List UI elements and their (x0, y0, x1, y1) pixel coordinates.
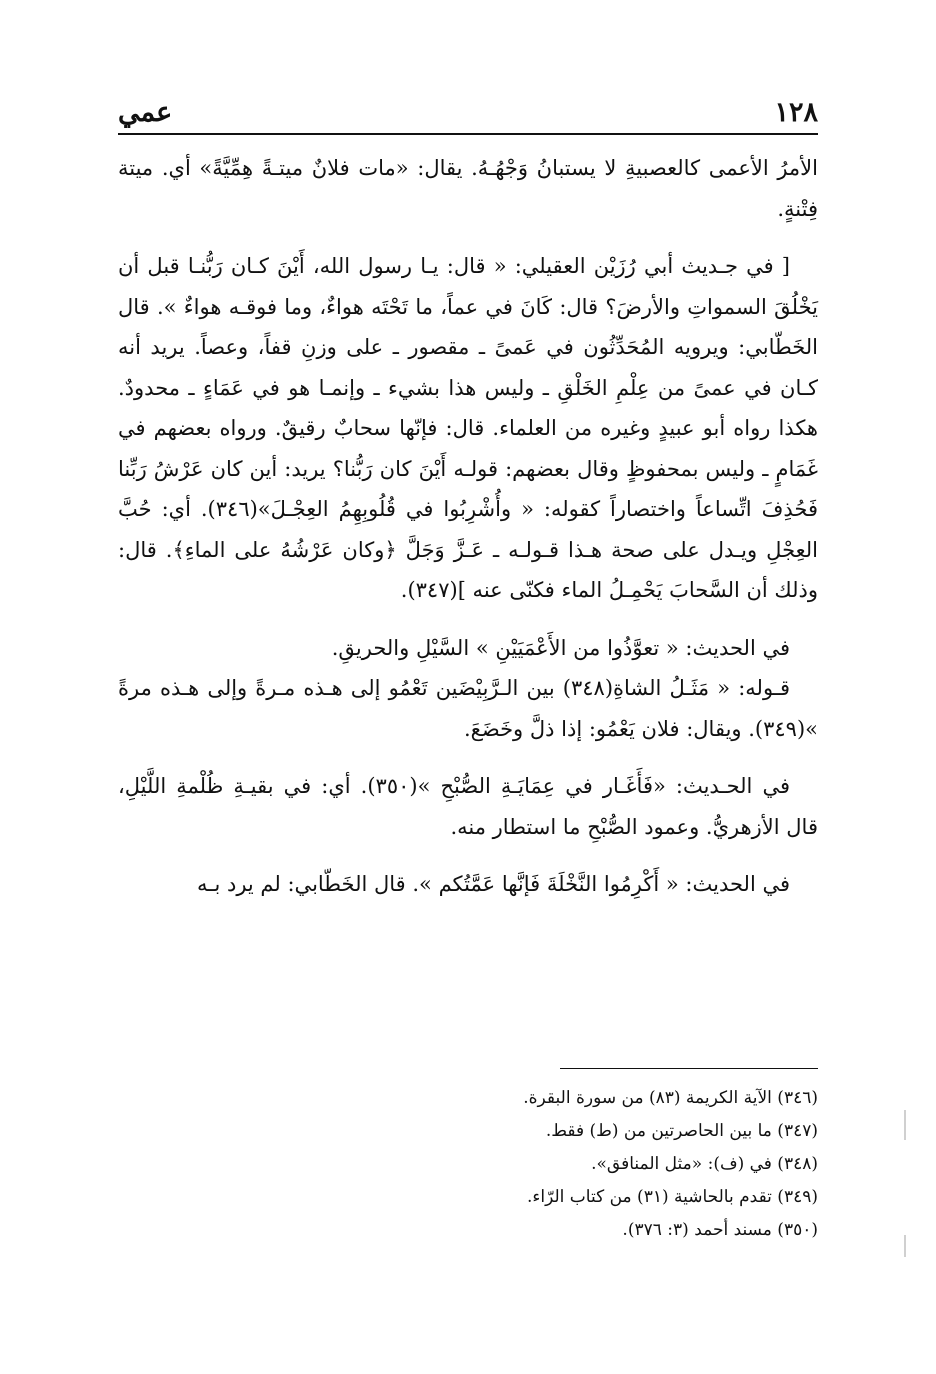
page-header (118, 78, 818, 128)
header-divider (118, 133, 818, 135)
footnote-347: (٣٤٧) ما بين الحاصرتين من (ط) فقط. (545, 1121, 818, 1141)
paragraph-3: في الحديث: « تعوَّذُوا من الأَعْمَيَيْنِ » السَّيْلِ والحريقِ. (331, 635, 790, 660)
footnote-346: (٣٤٦) الآية الكريمة (٨٣) من سورة البقرة. (523, 1088, 818, 1108)
running-title: عمي (118, 97, 173, 128)
paragraph-1: الأمرُ الأعمى كالعصبيةِ لا يستبانُ وَجْهُـهُ. يقال: «مات فلانٌ ميتـةً هِمِّيَّةً» أي. ميتة فِتْنةٍ. (118, 156, 818, 221)
footnote-349: (٣٤٩) تقدم بالحاشية (٣١) من كتاب الرّاء. (526, 1187, 818, 1207)
paragraph-4: قـوله: « مَثَـلُ الشاةِ(٣٤٨) بين الـرَّبِيْضَين تَعْمُو إلى هـذه مـرةً وإلى هـذه مرةً »(٣٤٩). ويقال: فلان يَعْمُو: إذا ذلَّ وخَضَعَ. (118, 676, 818, 741)
scan-edge-mark (904, 1235, 906, 1257)
paragraph-6: في الحديث: « أَكْرِمُوا النَّخْلَةَ فَإنَّها عَمَّتُكم ». قال الخَطّابي: لم يرد بـه (197, 872, 790, 896)
paragraph-5: في الحـديث: «فَأَغَـار في عِمَايَـةِ الصُّبْحِ »(٣٥٠). أي: في بقيـةِ ظُلْمةِ اللَّيْلِ، قال الأزهريُّ. وعمود الصُّبْحِ ما استطار منه. (118, 774, 818, 839)
footnote-350: (٣٥٠) مسند أحمد (٣: ٣٧٦). (622, 1220, 818, 1240)
paragraph-2: [ في جـديث أبي رُزَيْن العقيلي: « قال: يـا رسول الله، أَيْنَ كـان رَبُّنـا قبل أن يَخْلُقَ السمواتِ والأرضَ؟ قال: كَانَ في عماً، ما تَحْتَه هواءٌ، وما فوقـه هواءٌ ». قال الخَطّابي: ويرويه المُحَدِّثُون في عَمىً ـ مقصور ـ على وزنِ قفاً، وعصاً. يريد أنه كـان في عمىً من عِلْمِ الخَلْقِ ـ وليس هذا بشيء ـ وإنمـا هو في عَمَاءٍ ـ محدودٌ. هكذا رواه أبو عبيدٍ وغيره من العلماء. قال: فإنّها سحابٌ رقيقٌ. ورواه بعضهم في غَمَامٍ ـ وليس بمحفوظٍ وقال بعضهم: قولـه أَيْنَ كان رَبُّنا؟ يريد: أين كان عَرْشُ رَبِّنا فَحُذِفَ اتِّساعاً واختصاراً كقوله: « وأُشْرِبُوا في قُلُوبِهِمُ العِجْـلَ»(٣٤٦). أي: حُبَّ العِجْلِ ويـدل على صحة هـذا قـولـه ـ عَـزَّ وَجَلَّ ﴿وكان عَرْشُهُ على الماءِ﴾. قال: وذلك أن السَّحابَ يَحْمِـلُ الماء فكنّى عنه ](٣٤٧). (118, 254, 819, 602)
scan-edge-mark (904, 1110, 906, 1140)
footnote-348: (٣٤٨) في (ف): «مثل المنافق». (591, 1154, 818, 1174)
footnote-divider (560, 1068, 818, 1069)
footnotes (118, 1082, 818, 1247)
page-number: ١٢٨ (774, 97, 818, 128)
main-text (118, 148, 818, 922)
